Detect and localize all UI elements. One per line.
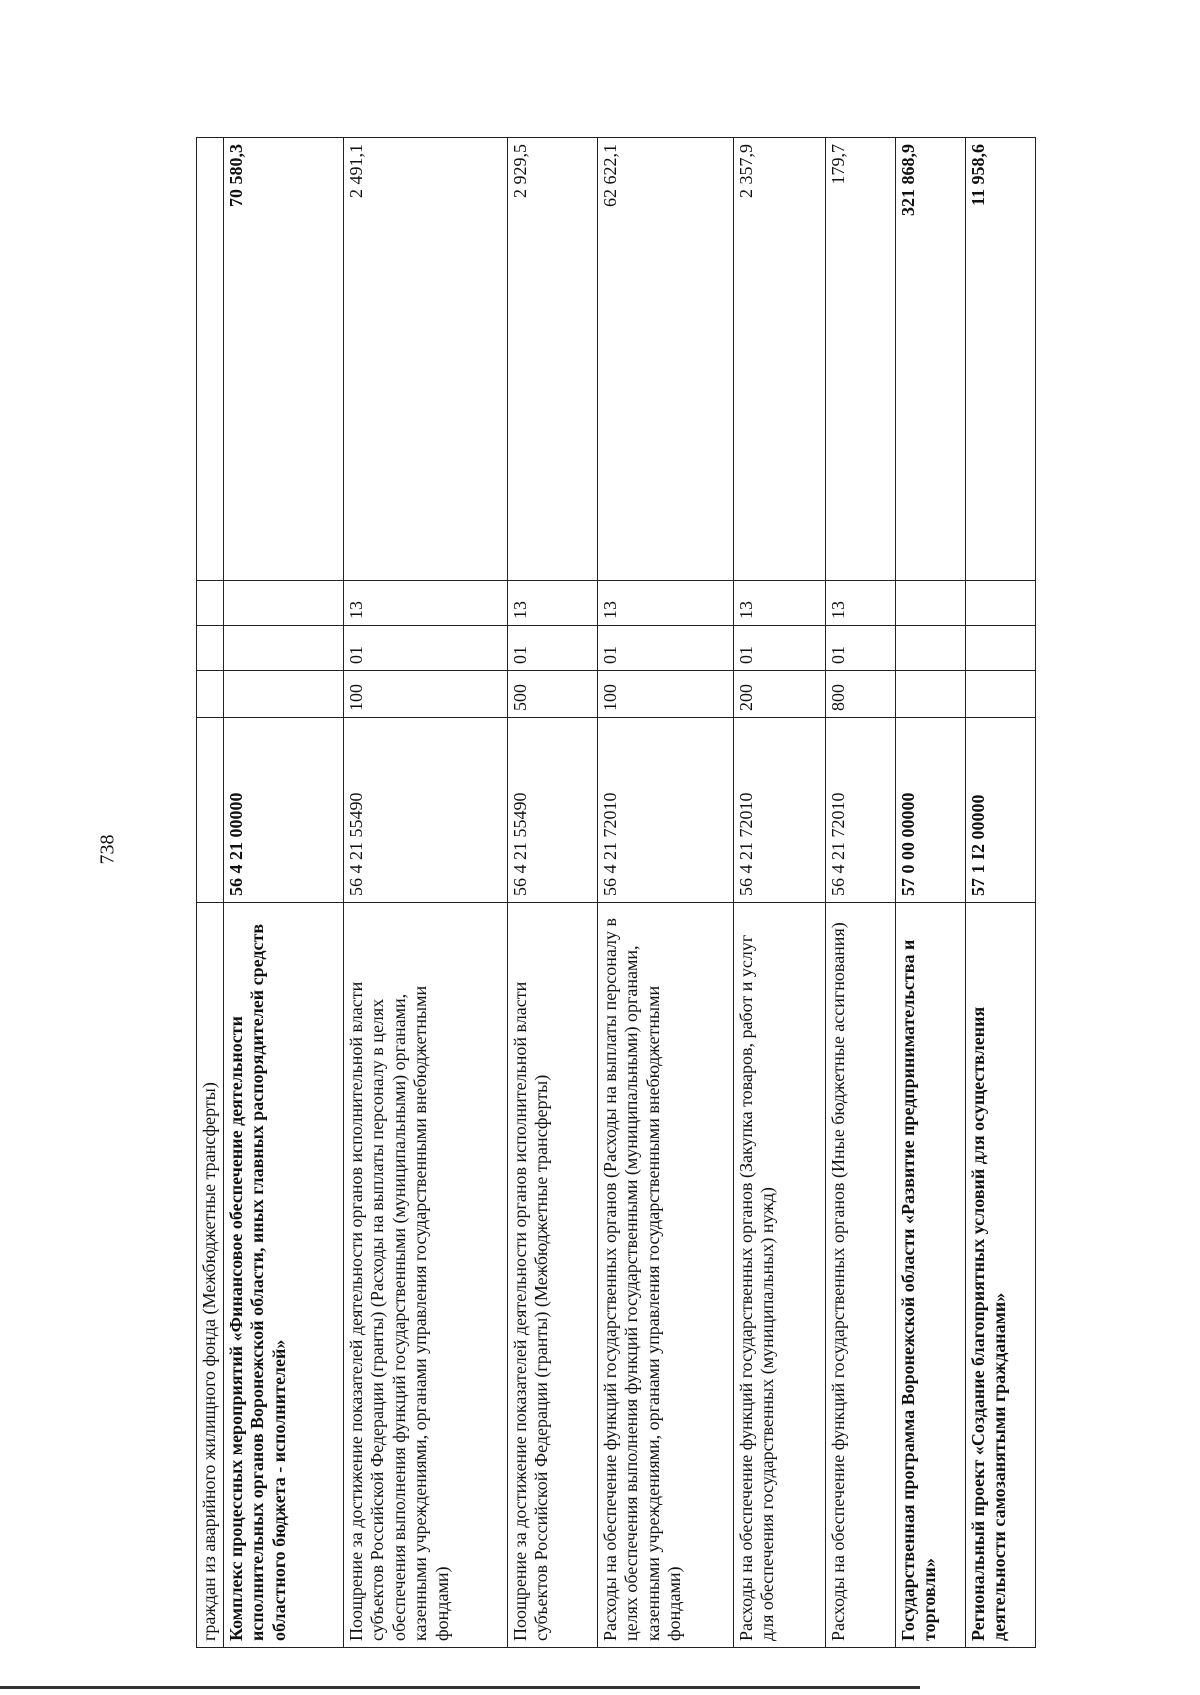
section: 01 (343, 626, 507, 671)
table-row (197, 138, 224, 1648)
expense-type: 100 (597, 671, 733, 718)
item-name: Расходы на обеспечение функций государственных органов (Расходы на выплаты персоналу в целях обеспечения выполнения функций государственными (муниципальными) органами, казенными учреждениями, органами управления государственными внебюджетными фондами) (597, 903, 733, 1648)
subsection: 13 (733, 581, 825, 626)
subsection (223, 581, 343, 626)
expense-type (965, 671, 1035, 718)
subsection: 13 (597, 581, 733, 626)
item-name: граждан из аварийного жилищного фонда (Межбюджетные трансферты) (197, 903, 224, 1648)
amount: 62 622,1 (597, 138, 733, 581)
amount: 2 491,1 (343, 138, 507, 581)
amount: 2 929,5 (507, 138, 597, 581)
expense-type: 200 (733, 671, 825, 718)
section (895, 626, 965, 671)
section: 01 (597, 626, 733, 671)
amount: 70 580,3 (223, 138, 343, 581)
budget-table (196, 137, 1036, 1648)
target-code: 56 4 21 72010 (597, 718, 733, 903)
table-row (895, 138, 965, 1648)
table-row (965, 138, 1035, 1648)
subsection: 13 (825, 581, 895, 626)
section (197, 626, 224, 671)
subsection (895, 581, 965, 626)
subsection: 13 (343, 581, 507, 626)
section: 01 (733, 626, 825, 671)
item-name: Поощрение за достижение показателей деятельности органов исполнительной власти субъектов Российской Федерации (гранты) (Межбюджетные трансферты) (507, 903, 597, 1648)
scan-edge-line (0, 1686, 920, 1689)
target-code: 57 1 I2 00000 (965, 718, 1035, 903)
section (965, 626, 1035, 671)
expense-type: 800 (825, 671, 895, 718)
amount: 11 958,6 (965, 138, 1035, 581)
expense-type (895, 671, 965, 718)
subsection: 13 (507, 581, 597, 626)
item-name: Расходы на обеспечение функций государственных органов (Закупка товаров, работ и услуг для обеспечения государственных (муниципальных) нужд) (733, 903, 825, 1648)
item-name: Государственная программа Воронежской области «Развитие предпринимательства и торговли» (895, 903, 965, 1648)
budget-table-container (196, 138, 1036, 1648)
table-row (343, 138, 507, 1648)
amount: 321 868,9 (895, 138, 965, 581)
target-code: 56 4 21 55490 (507, 718, 597, 903)
section: 01 (825, 626, 895, 671)
expense-type (223, 671, 343, 718)
expense-type (197, 671, 224, 718)
target-code: 56 4 21 55490 (343, 718, 507, 903)
subsection (197, 581, 224, 626)
expense-type: 100 (343, 671, 507, 718)
item-name: Расходы на обеспечение функций государственных органов (Иные бюджетные ассигнования) (825, 903, 895, 1648)
table-row (733, 138, 825, 1648)
amount: 179,7 (825, 138, 895, 581)
page-number: 738 (96, 834, 119, 865)
section (223, 626, 343, 671)
item-name: Региональный проект «Создание благоприятных условий для осуществления деятельности самозанятыми гражданами» (965, 903, 1035, 1648)
target-code: 56 4 21 72010 (733, 718, 825, 903)
amount (197, 138, 224, 581)
target-code (197, 718, 224, 903)
target-code: 56 4 21 00000 (223, 718, 343, 903)
target-code: 56 4 21 72010 (825, 718, 895, 903)
table-row (507, 138, 597, 1648)
target-code: 57 0 00 00000 (895, 718, 965, 903)
item-name: Поощрение за достижение показателей деятельности органов исполнительной власти субъектов Российской Федерации (гранты) (Расходы на выплаты персоналу в целях обеспечения выполнения функций государственными (муниципальными) органами, казенными учреждениями, органами управления государственными внебюджетными фондами) (343, 903, 507, 1648)
expense-type: 500 (507, 671, 597, 718)
table-row (825, 138, 895, 1648)
subsection (965, 581, 1035, 626)
item-name: Комплекс процессных мероприятий «Финансовое обеспечение деятельности исполнительных органов Воронежской области, иных главных распорядителей средств областного бюджета - исполнителей» (223, 903, 343, 1648)
amount: 2 357,9 (733, 138, 825, 581)
table-row (597, 138, 733, 1648)
section: 01 (507, 626, 597, 671)
table-row (223, 138, 343, 1648)
